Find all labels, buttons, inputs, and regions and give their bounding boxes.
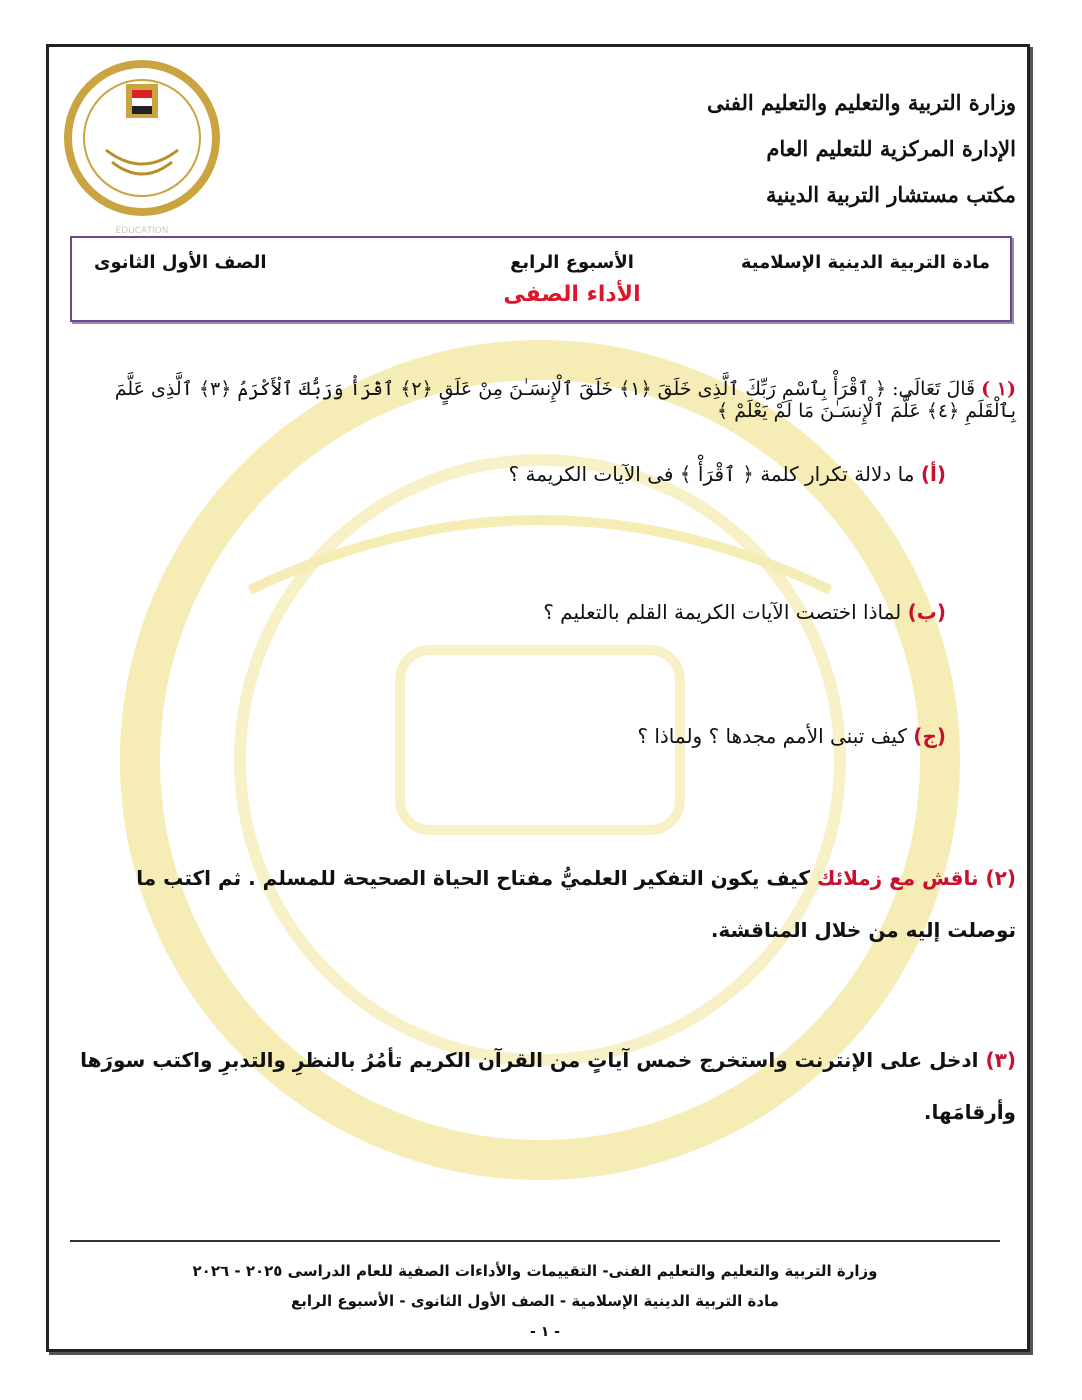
advisor-office: مكتب مستشار التربية الدينية — [766, 182, 1016, 207]
ministry-header — [496, 80, 1016, 218]
question-3-number: (٣) — [985, 1048, 1016, 1072]
ministry-logo — [62, 58, 222, 238]
question-1c-label: (ج) — [913, 724, 946, 748]
question-1a-text: ما دلالة تكرار كلمة ﴿ ٱقْرَأْ ﴾ فى الآيات الكريمة ؟ — [508, 462, 915, 486]
logo-reflection: EDUCATION — [115, 226, 169, 236]
question-3 — [66, 1034, 1016, 1138]
question-2-text: كيف يكون التفكير العلميُّ مفتاح الحياة الصحيحة للمسلم . ثم اكتب ما توصلت إليه من خلال المناقشة. — [136, 866, 1016, 942]
question-1b — [543, 600, 946, 624]
subject-name: مادة التربية الدينية الإسلامية — [740, 252, 990, 273]
grade-label: الصف الأول الثانوى — [94, 252, 267, 273]
ministry-name: وزارة التربية والتعليم والتعليم الفنى — [706, 90, 1016, 115]
subject-info-box — [70, 236, 1012, 322]
footer-divider — [70, 1240, 1000, 1242]
question-2 — [66, 852, 1016, 956]
question-1-verse — [66, 378, 1016, 422]
central-administration: الإدارة المركزية للتعليم العام — [766, 136, 1016, 161]
question-1a-label: (أ) — [920, 462, 946, 486]
question-1-number: (١ ) — [981, 378, 1016, 400]
week-label: الأسبوع الرابع — [510, 252, 634, 273]
question-1c-text: كيف تبنى الأمم مجدها ؟ ولماذا ؟ — [637, 724, 907, 748]
question-2-label: ناقش مع زملائك — [816, 866, 979, 890]
footer-line-1: وزارة التربية والتعليم والتعليم الفنى- التقييمات والأداءات الصفية للعام الدراسى ٢٠٢٥ - ٢٠٢٦ — [192, 1262, 878, 1280]
question-1b-label: (ب) — [907, 600, 946, 624]
question-2-number: (٢) — [985, 866, 1016, 890]
question-3-text: ادخل على الإنترنت واستخرج خمس آياتٍ من القرآن الكريم تأمُرُ بالنظرِ والتدبرِ واكتب سورَها وأرقامَها. — [80, 1048, 1016, 1124]
question-1c — [637, 724, 946, 748]
question-1b-text: لماذا اختصت الآيات الكريمة القلم بالتعليم ؟ — [543, 600, 902, 624]
question-1a — [509, 462, 947, 486]
footer-line-2: مادة التربية الدينية الإسلامية - الصف الأول الثانوى - الأسبوع الرابع — [291, 1292, 779, 1310]
page-number: - ١ - — [530, 1324, 560, 1340]
quran-verse: قَالَ تَعَالَى: ﴿ ٱقْرَأْ بِٱسْمِ رَبِّكَ ٱلَّذِى خَلَقَ ﴿١﴾ خَلَقَ ٱلْإِنسَـٰنَ مِنْ عَلَقٍ ﴿٢﴾ ٱقْرَأْ وَرَبُّكَ ٱلْأَكْرَمُ ﴿٣﴾ ٱلَّذِى عَلَّمَ بِٱلْقَلَمِ ﴿٤﴾ عَلَّمَ ٱلْإِنسَـٰنَ مَا لَمْ يَعْلَمْ ﴾ — [114, 378, 1016, 422]
performance-title: الأداء الصفى — [503, 282, 641, 307]
